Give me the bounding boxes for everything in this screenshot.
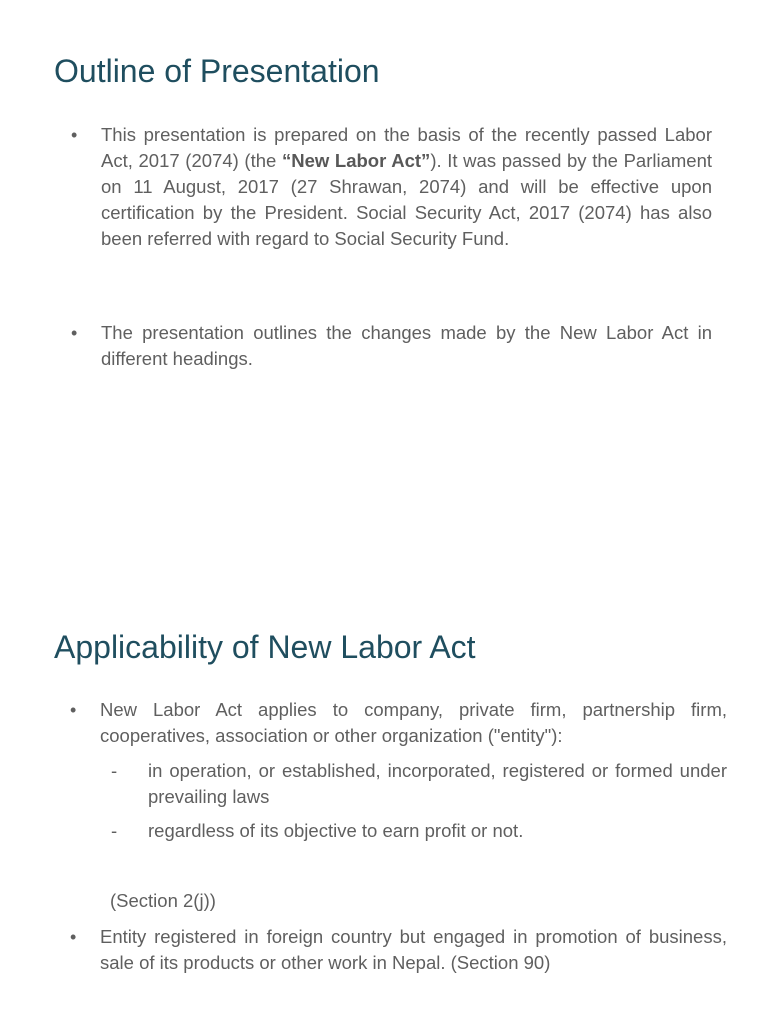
bullet-marker: • [70,927,77,947]
new-labor-act-term: “New Labor Act” [281,150,431,171]
applicability-bullet-2-wrap [70,924,727,976]
dash-marker: - [111,820,118,841]
bullet-marker: • [70,700,77,720]
section-reference: (Section 2(j)) [110,890,216,911]
sub-item-2-text: regardless of its objective to earn profit or not. [148,820,524,841]
outline-bullet-1-text-end: ). It was passed by the Parliament on 11 August, 2017 (27 Shrawan, 2074) and will be effective upon certification by the President. Social Security Act, 2017 (2074) has also been referred with regard to Social Security Fund. [101,150,712,249]
sub-item-list-2 [111,818,727,844]
sub-item-1 [111,758,727,810]
sub-item-2 [111,818,727,844]
outline-bullet-2 [71,320,712,372]
dash-marker: - [111,760,118,781]
applicability-bullet-2 [70,924,727,976]
slide-title-applicability: Applicability of New Labor Act [54,629,476,665]
bullet-marker: • [71,323,78,343]
applicability-bullet-1 [70,697,727,749]
outline-bullet-list-2 [71,320,712,372]
outline-bullet-1-text-start: This presentation is prepared on the basis of the recently passed Labor Act, 2017 (2074) (the [101,124,712,171]
applicability-bullet-2-text: Entity registered in foreign country but engaged in promotion of business, sale of its products or other work in Nepal. (Section 90) [100,926,727,973]
applicability-bullet-1-text: New Labor Act applies to company, private firm, partnership firm, cooperatives, association or other organization ("entity"): [100,699,727,746]
outline-bullet-2-text: The presentation outlines the changes made by the New Labor Act in different headings. [101,322,712,369]
bullet-marker: • [71,125,78,145]
outline-bullet-list [71,122,712,252]
applicability-bullet-1-wrap [70,697,727,749]
slide-title-outline: Outline of Presentation [54,53,380,89]
sub-item-list [111,758,727,810]
outline-bullet-1 [71,122,712,252]
sub-item-1-text: in operation, or established, incorporated, registered or formed under prevailing laws [148,760,727,807]
section-reference-wrap [110,888,410,914]
